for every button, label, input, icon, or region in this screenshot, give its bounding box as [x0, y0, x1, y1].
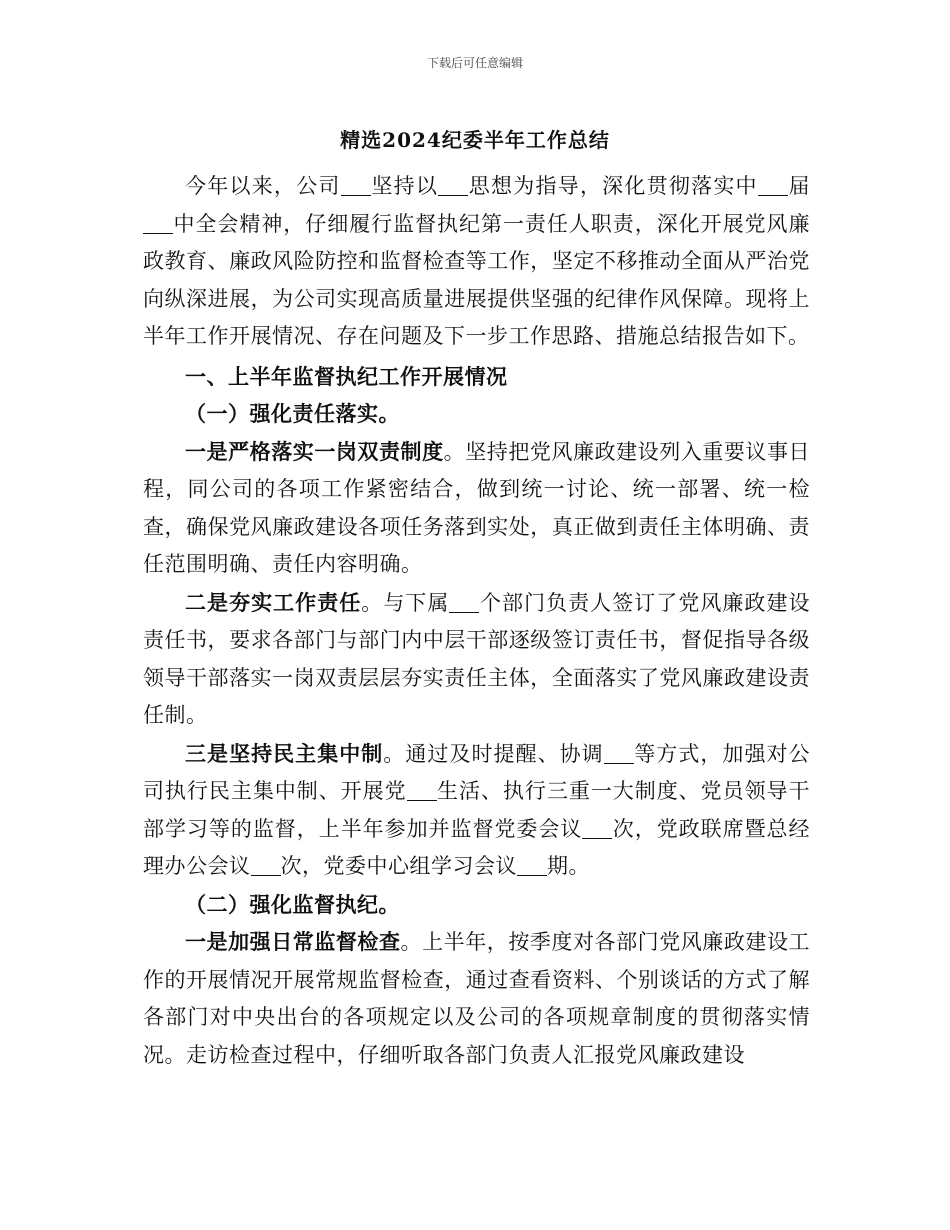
- header-note: 下载后可任意编辑: [426, 56, 523, 70]
- fill-blank: [449, 591, 479, 613]
- fill-blank: [251, 854, 281, 876]
- paragraph-lead: 二是夯实工作责任: [185, 589, 362, 615]
- intro-text: 思想为指导，深化贯彻落实中: [468, 174, 758, 198]
- intro-text: 坚持以: [370, 174, 439, 198]
- paragraph-2: [143, 584, 810, 735]
- fill-blank: [758, 174, 788, 196]
- paragraph-lead: 一是加强日常监督检查: [185, 929, 401, 954]
- fill-blank: [604, 742, 634, 764]
- document-body: [143, 168, 810, 1074]
- fill-blank: [582, 817, 612, 839]
- paragraph-lead: 三是坚持民主集中制: [185, 740, 384, 766]
- paragraph-text: 期。: [547, 854, 590, 878]
- paragraph-text: 。与下属: [361, 590, 450, 615]
- paragraph-text: 等方式，加强对公司执行民主集中制、开展党: [143, 741, 811, 803]
- paragraph-text: 次，党委中心组学习会议: [280, 854, 517, 878]
- paragraph-text: 个部门负责人签订了党风廉政建设责任书，要求各部门与部门内中层干部逐级签订责任书，督促指导各级领导干部落实一岗双责层层夯实责任主体，全面落实了党风廉政建设责任制。: [143, 590, 811, 727]
- paragraph-text: 。通过及时提醒、协调: [383, 741, 604, 766]
- fill-blank: [438, 174, 468, 196]
- paragraph-text: 。上半年，按季度对各部门党风廉政建设工作的开展情况开展常规监督检查，通过查看资料、个别谈话的方式了解各部门对中央出台的各项规定以及公司的各项规章制度的贯彻落实情况。走访检查过程中，仔细听取各部门负责人汇报党风廉政建设: [143, 930, 811, 1067]
- paragraph-1: [143, 433, 810, 584]
- fill-blank: [143, 212, 173, 234]
- paragraph-lead: 一是严格落实一岗双责制度: [185, 438, 444, 464]
- intro-text: 届: [787, 174, 811, 198]
- fill-blank: [341, 174, 371, 196]
- subsection-heading: （二）强化监督执纪。: [185, 891, 400, 917]
- paragraph-3: [143, 735, 810, 886]
- paragraph-text: 。坚持把党风廉政建设列入重要议事日程，同公司的各项工作紧密结合，做到统一讨论、统一部署、统一检查，确保党风廉政建设各项任务落到实处，真正做到责任主体明确、责任范围明确、责任内容明确。: [143, 439, 811, 576]
- intro-text: 今年以来，公司: [185, 174, 341, 198]
- section-heading: 一、上半年监督执纪工作开展情况: [185, 363, 508, 389]
- intro-text: 中全会精神，仔细履行监督执纪第一责任人职责，深化开展党风廉政教育、廉政风险防控和监督检查等工作，坚定不移推动全面从严治党向纵深进展，为公司实现高质量进展提供坚强的纪律作风保障。现将上半年工作开展情况、存在问题及下一步工作思路、措施总结报告如下。: [143, 211, 810, 348]
- paragraph-4: [143, 923, 810, 1074]
- subsection-heading: （一）强化责任落实。: [185, 401, 400, 426]
- paragraph-text: 次，党政联席暨总经理办公会议: [143, 816, 811, 878]
- paragraph-text: 生活、执行三重一大制度、党员领导干部学习等的监督，上半年参加并监督党委会议: [143, 779, 811, 841]
- intro-paragraph: [143, 168, 810, 356]
- document-title: 精选2024纪委半年工作总结: [340, 128, 610, 152]
- fill-blank: [407, 779, 437, 801]
- fill-blank: [517, 854, 547, 876]
